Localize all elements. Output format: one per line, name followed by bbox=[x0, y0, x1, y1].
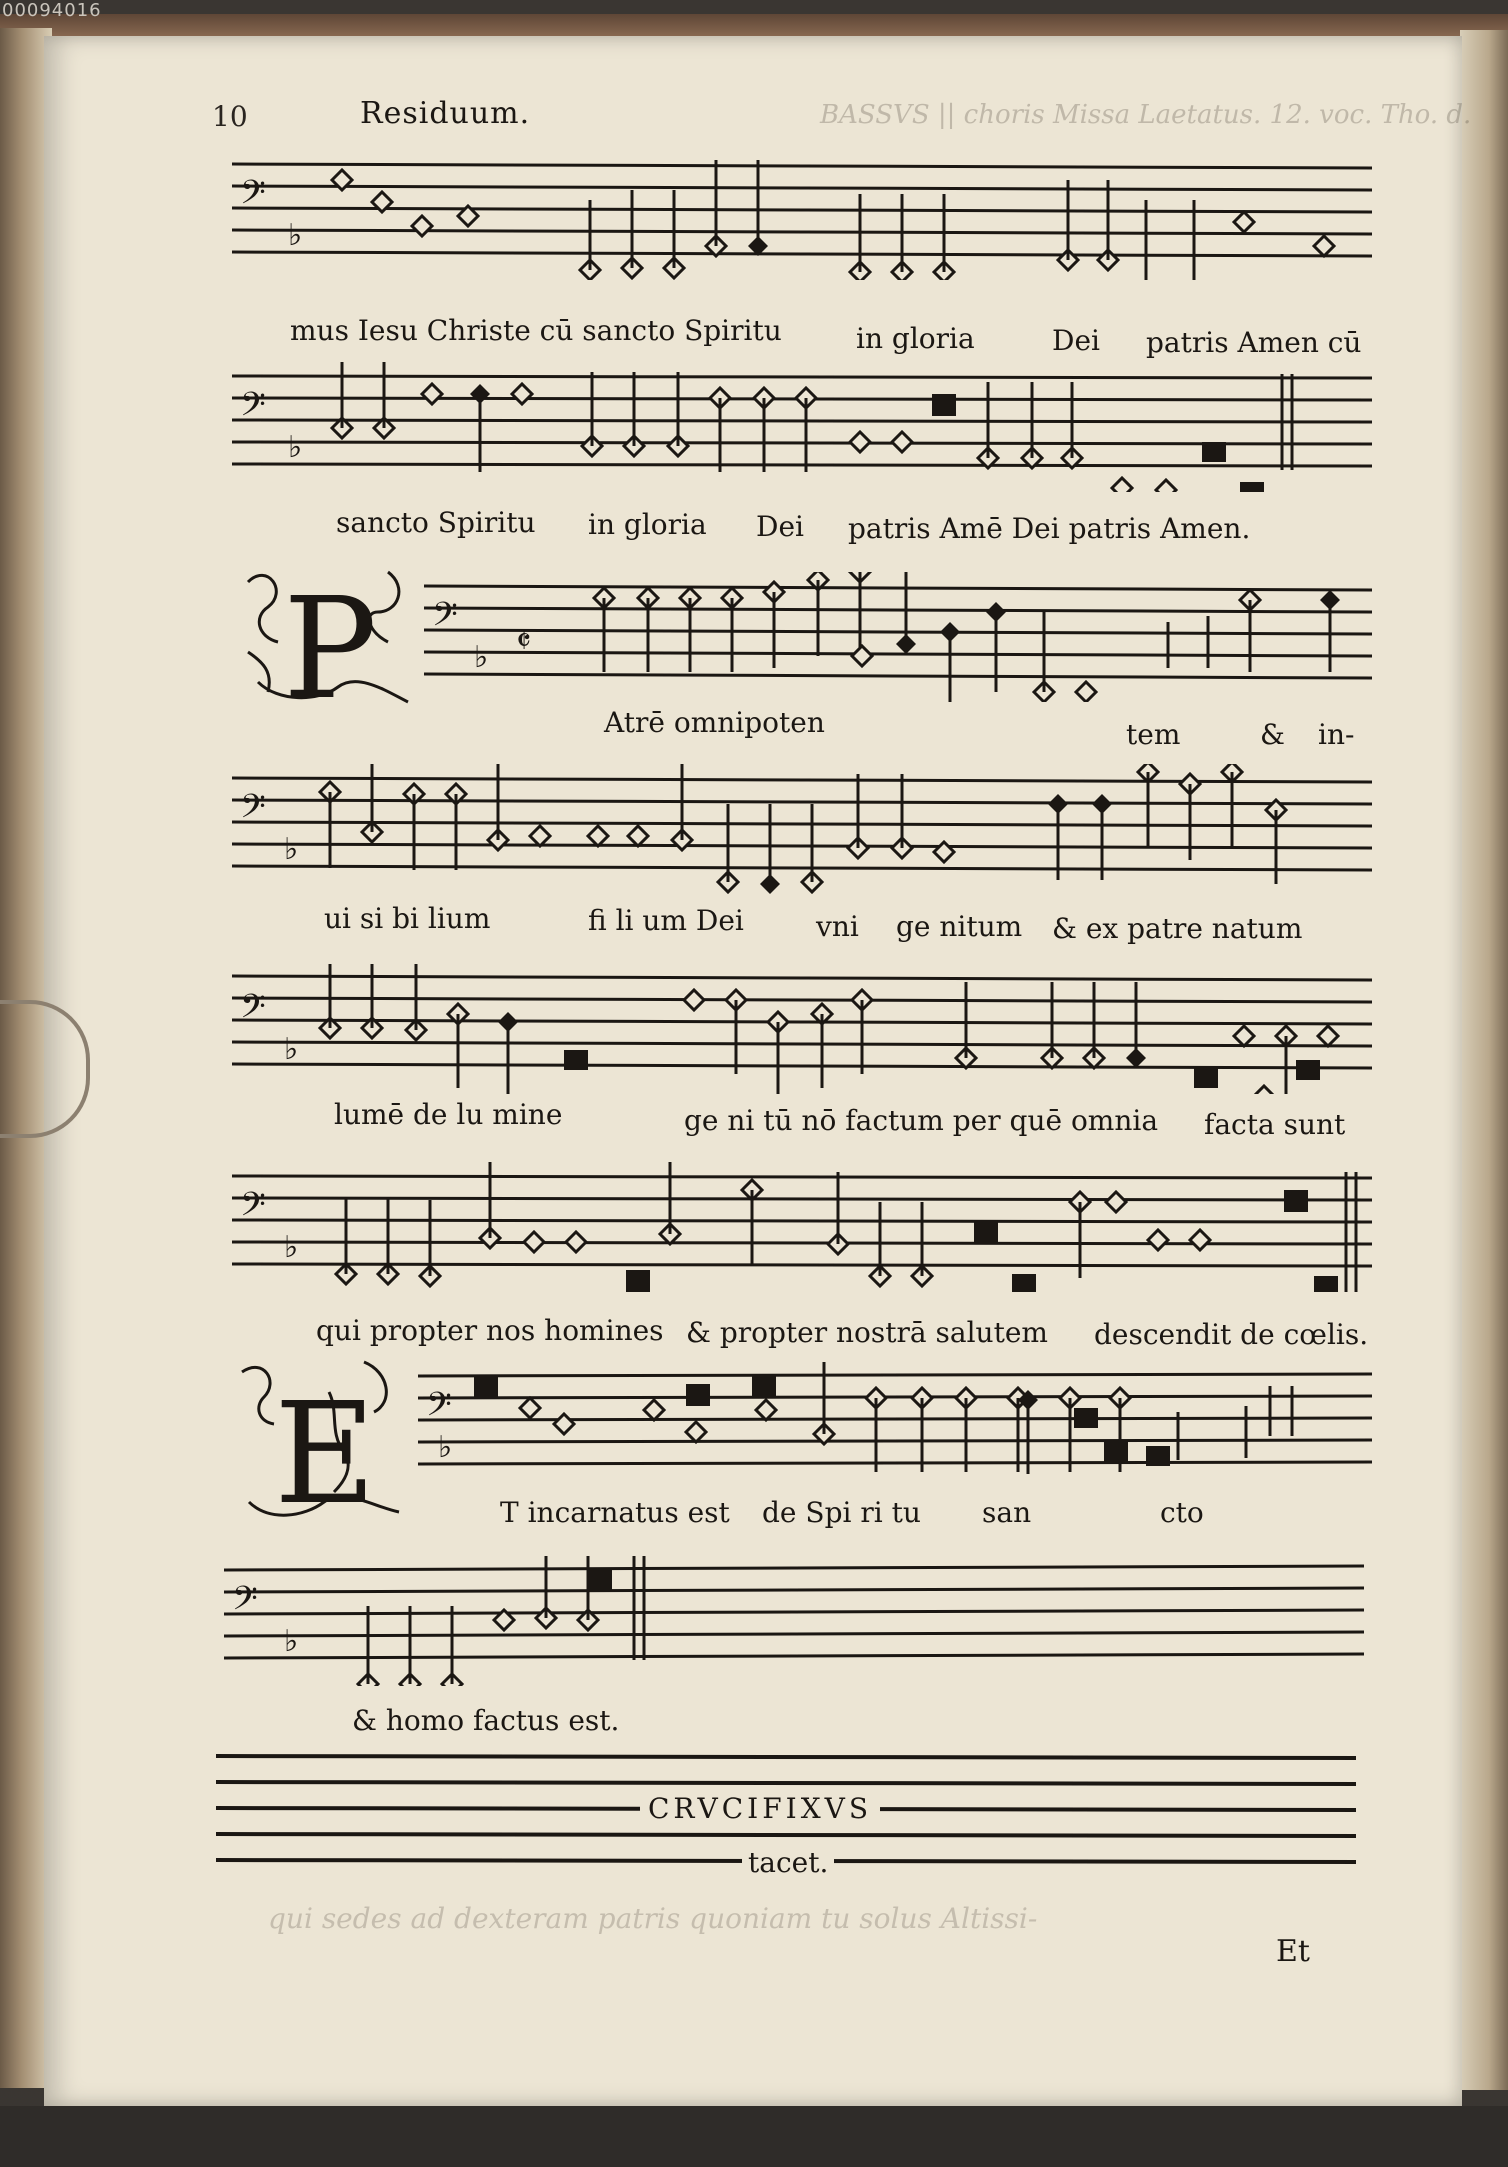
staff-lines bbox=[232, 1162, 1372, 1292]
lyric-line-5c: facta sunt bbox=[1204, 1108, 1346, 1141]
svg-text:♭: ♭ bbox=[284, 1230, 299, 1265]
lyric-line-3a: Atrē omnipoten bbox=[604, 706, 825, 739]
svg-text:𝄢: 𝄢 bbox=[240, 788, 266, 834]
svg-text:𝄢: 𝄢 bbox=[232, 1580, 258, 1626]
lyric-line-7a: T incarnatus est bbox=[500, 1496, 730, 1529]
svg-text:♭: ♭ bbox=[284, 1624, 299, 1659]
music-staff-3 bbox=[424, 572, 1372, 675]
book-edge-right bbox=[1460, 30, 1508, 2090]
decorated-initial-e bbox=[234, 1352, 414, 1532]
lyric-line-3d: in- bbox=[1318, 718, 1355, 751]
lyric-line-7d: cto bbox=[1160, 1496, 1204, 1529]
lyric-line-1c: Dei bbox=[1052, 324, 1100, 357]
running-head: Residuum. bbox=[360, 96, 531, 131]
book-edge-top bbox=[0, 14, 1508, 38]
initial-letter: E bbox=[274, 1373, 377, 1532]
lyric-line-6a: qui propter nos homines bbox=[316, 1314, 664, 1347]
svg-text:♭: ♭ bbox=[474, 640, 489, 675]
background-table bbox=[0, 2106, 1508, 2167]
lyric-line-2b: in gloria bbox=[588, 508, 707, 541]
lyric-line-1b: in gloria bbox=[856, 322, 975, 355]
lyric-line-2a: sancto Spiritu bbox=[336, 506, 536, 539]
svg-text:♭: ♭ bbox=[438, 1430, 453, 1465]
lyric-line-4a: ui si bi lium bbox=[324, 902, 491, 935]
section-title-crucifixus: CRVCIFIXVS bbox=[640, 1792, 880, 1825]
catchword: Et bbox=[1276, 1934, 1310, 1969]
catalog-id: 00094016 bbox=[2, 0, 102, 21]
bleed-through-head: BASSVS || choris Missa Laetatus. 12. voc. Tho. d. bbox=[820, 100, 1472, 130]
music-staff-1 bbox=[232, 150, 1372, 253]
page-number: 10 bbox=[212, 100, 248, 133]
bleed-through-text: qui sedes ad dexteram patris quoniam tu solus Altissi- bbox=[268, 1902, 1038, 1935]
lyric-line-1d: patris Amen cū bbox=[1146, 326, 1362, 359]
lyric-line-2d: patris Amē Dei patris Amen. bbox=[848, 512, 1251, 545]
lyric-line-6c: descendit de cœlis. bbox=[1094, 1318, 1369, 1351]
music-staff-5 bbox=[232, 964, 1372, 1067]
svg-text:𝄢: 𝄢 bbox=[240, 174, 266, 220]
music-staff-7 bbox=[418, 1362, 1372, 1465]
staff-lines bbox=[424, 572, 1372, 702]
lyric-line-4e: & ex patre natum bbox=[1052, 912, 1303, 945]
svg-text:𝄢: 𝄢 bbox=[240, 386, 266, 432]
lyric-line-7c: san bbox=[982, 1496, 1032, 1529]
svg-text:♭: ♭ bbox=[284, 832, 299, 867]
lyric-line-3b: tem bbox=[1126, 718, 1181, 751]
svg-text:𝄢: 𝄢 bbox=[426, 1386, 452, 1432]
svg-text:♭: ♭ bbox=[288, 430, 303, 465]
lyric-line-5b: ge ni tū nō factum per quē omnia bbox=[684, 1104, 1159, 1137]
lyric-line-5a: lumē de lu mine bbox=[334, 1098, 563, 1131]
music-staff-4 bbox=[232, 764, 1372, 867]
lyric-line-2c: Dei bbox=[756, 510, 804, 543]
tacet-instruction: tacet. bbox=[742, 1846, 834, 1879]
staff-lines bbox=[232, 150, 1372, 280]
initial-letter: P bbox=[283, 568, 378, 722]
lyric-line-3c: & bbox=[1260, 718, 1285, 751]
svg-text:♭: ♭ bbox=[284, 1032, 299, 1067]
svg-text:𝄵: 𝄵 bbox=[516, 621, 532, 661]
music-staff-6 bbox=[232, 1162, 1372, 1265]
lyric-line-7b: de Spi ri tu bbox=[762, 1496, 921, 1529]
svg-text:𝄢: 𝄢 bbox=[240, 988, 266, 1034]
staff-lines bbox=[232, 764, 1372, 894]
music-staff-8 bbox=[224, 1556, 1364, 1659]
lyric-line-6b: & propter nostrā salutem bbox=[686, 1316, 1048, 1349]
lyric-line-4b: fi li um Dei bbox=[588, 904, 744, 937]
svg-text:♭: ♭ bbox=[288, 218, 303, 253]
svg-text:𝄢: 𝄢 bbox=[240, 1186, 266, 1232]
lyric-line-4d: ge nitum bbox=[896, 910, 1023, 943]
lyric-line-1a: mus Iesu Christe cū sancto Spiritu bbox=[290, 314, 782, 347]
lyric-line-8a: & homo factus est. bbox=[352, 1704, 620, 1737]
music-staff-2 bbox=[232, 362, 1372, 465]
staff-lines bbox=[232, 964, 1372, 1094]
staff-lines bbox=[232, 362, 1372, 492]
decorated-initial-p bbox=[238, 552, 423, 722]
svg-text:𝄢: 𝄢 bbox=[432, 596, 458, 642]
lyric-line-4c: vni bbox=[816, 910, 859, 943]
staff-lines bbox=[418, 1362, 1372, 1492]
staff-lines bbox=[224, 1556, 1364, 1686]
